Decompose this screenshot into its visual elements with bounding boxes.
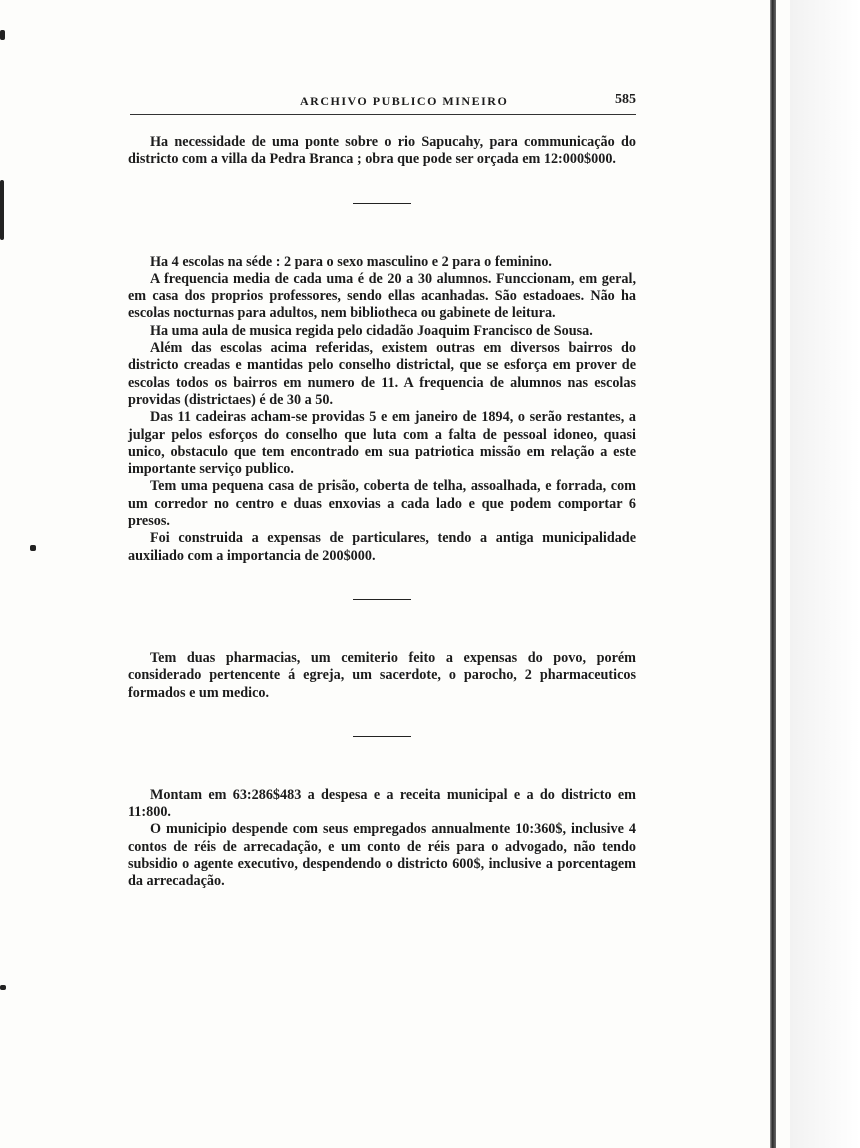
paragraph: Ha 4 escolas na séde : 2 para o sexo masculino e 2 para o feminino. [150,253,552,270]
section-divider [353,203,411,204]
paragraph: Tem uma pequena casa de prisão, coberta de telha, assoalhada, e forrada, com um corredor no centro e duas enxovias a cada lado e que podem comportar 6 presos. [128,478,636,530]
scan-mark [30,545,36,551]
paragraph: O municipio despende com seus empregados annualmente 10:360$, inclusive 4 contos de réis de arrecadação, e um conto de réis para o advogado, não tendo subsidio o agente executivo, despendendo o districto 600$, inclusive a porcentagem da arrecadação. [128,821,636,890]
section-finances [128,787,636,891]
page-number: 585 [615,92,636,107]
paragraph: Foi construida a expensas de particulares, tendo a antiga municipalidade auxiliado com a importancia de 200$000. [128,530,636,564]
scan-mark [0,180,4,240]
scan-mark [0,985,6,990]
paragraph: A frequencia media de cada uma é de 20 a 30 alumnos. Funccionam, em geral, em casa dos proprios professores, sendo ellas acanhadas. São estadoaes. Não ha escolas nocturnas para adultos, nem bibliotheca ou gabinete de leitura. [128,270,636,322]
section-schools [128,254,636,565]
section-divider [353,736,411,737]
paragraph: Tem duas pharmacias, um cemiterio feito a expensas do povo, porém considerado pertencente á egreja, um sacerdote, o parocho, 2 pharmaceuticos formados e um medico. [128,649,636,701]
page-header [130,92,636,115]
paragraph: Ha necessidade de uma ponte sobre o rio Sapucahy, para communicação do districto com a villa da Pedra Branca ; obra que pode ser orçada em 12:000$000. [128,134,636,168]
paragraph: Das 11 cadeiras acham-se providas 5 e em janeiro de 1894, o serão restantes, a julgar pelos esforços do conselho que luta com a falta de pessoal idoneo, quasi unico, obstaculo que tem encontrado em sua patriotica missão em relação a este importante serviço publico. [128,409,636,478]
paragraph: Montam em 63:286$483 a despesa e a receita municipal e a do districto em 11:800. [128,786,636,821]
page-body [128,134,636,891]
scan-mark [0,30,5,40]
section-divider [353,599,411,600]
running-head: ARCHIVO PUBLICO MINEIRO [300,94,509,108]
section-health [128,650,636,702]
section-bridge [128,134,636,169]
scan-margin [790,0,860,1148]
paragraph: Ha uma aula de musica regida pelo cidadão Joaquim Francisco de Sousa. [150,322,593,339]
paragraph: Além das escolas acima referidas, existem outras em diversos bairros do districto creadas e mantidas pelo conselho districtal, que se esforça em prover de escolas todos os bairros em numero de 11. A frequencia de alumnos nas escolas providas (districtaes) é de 30 a 50. [128,340,636,408]
scan-edge [770,0,776,1148]
